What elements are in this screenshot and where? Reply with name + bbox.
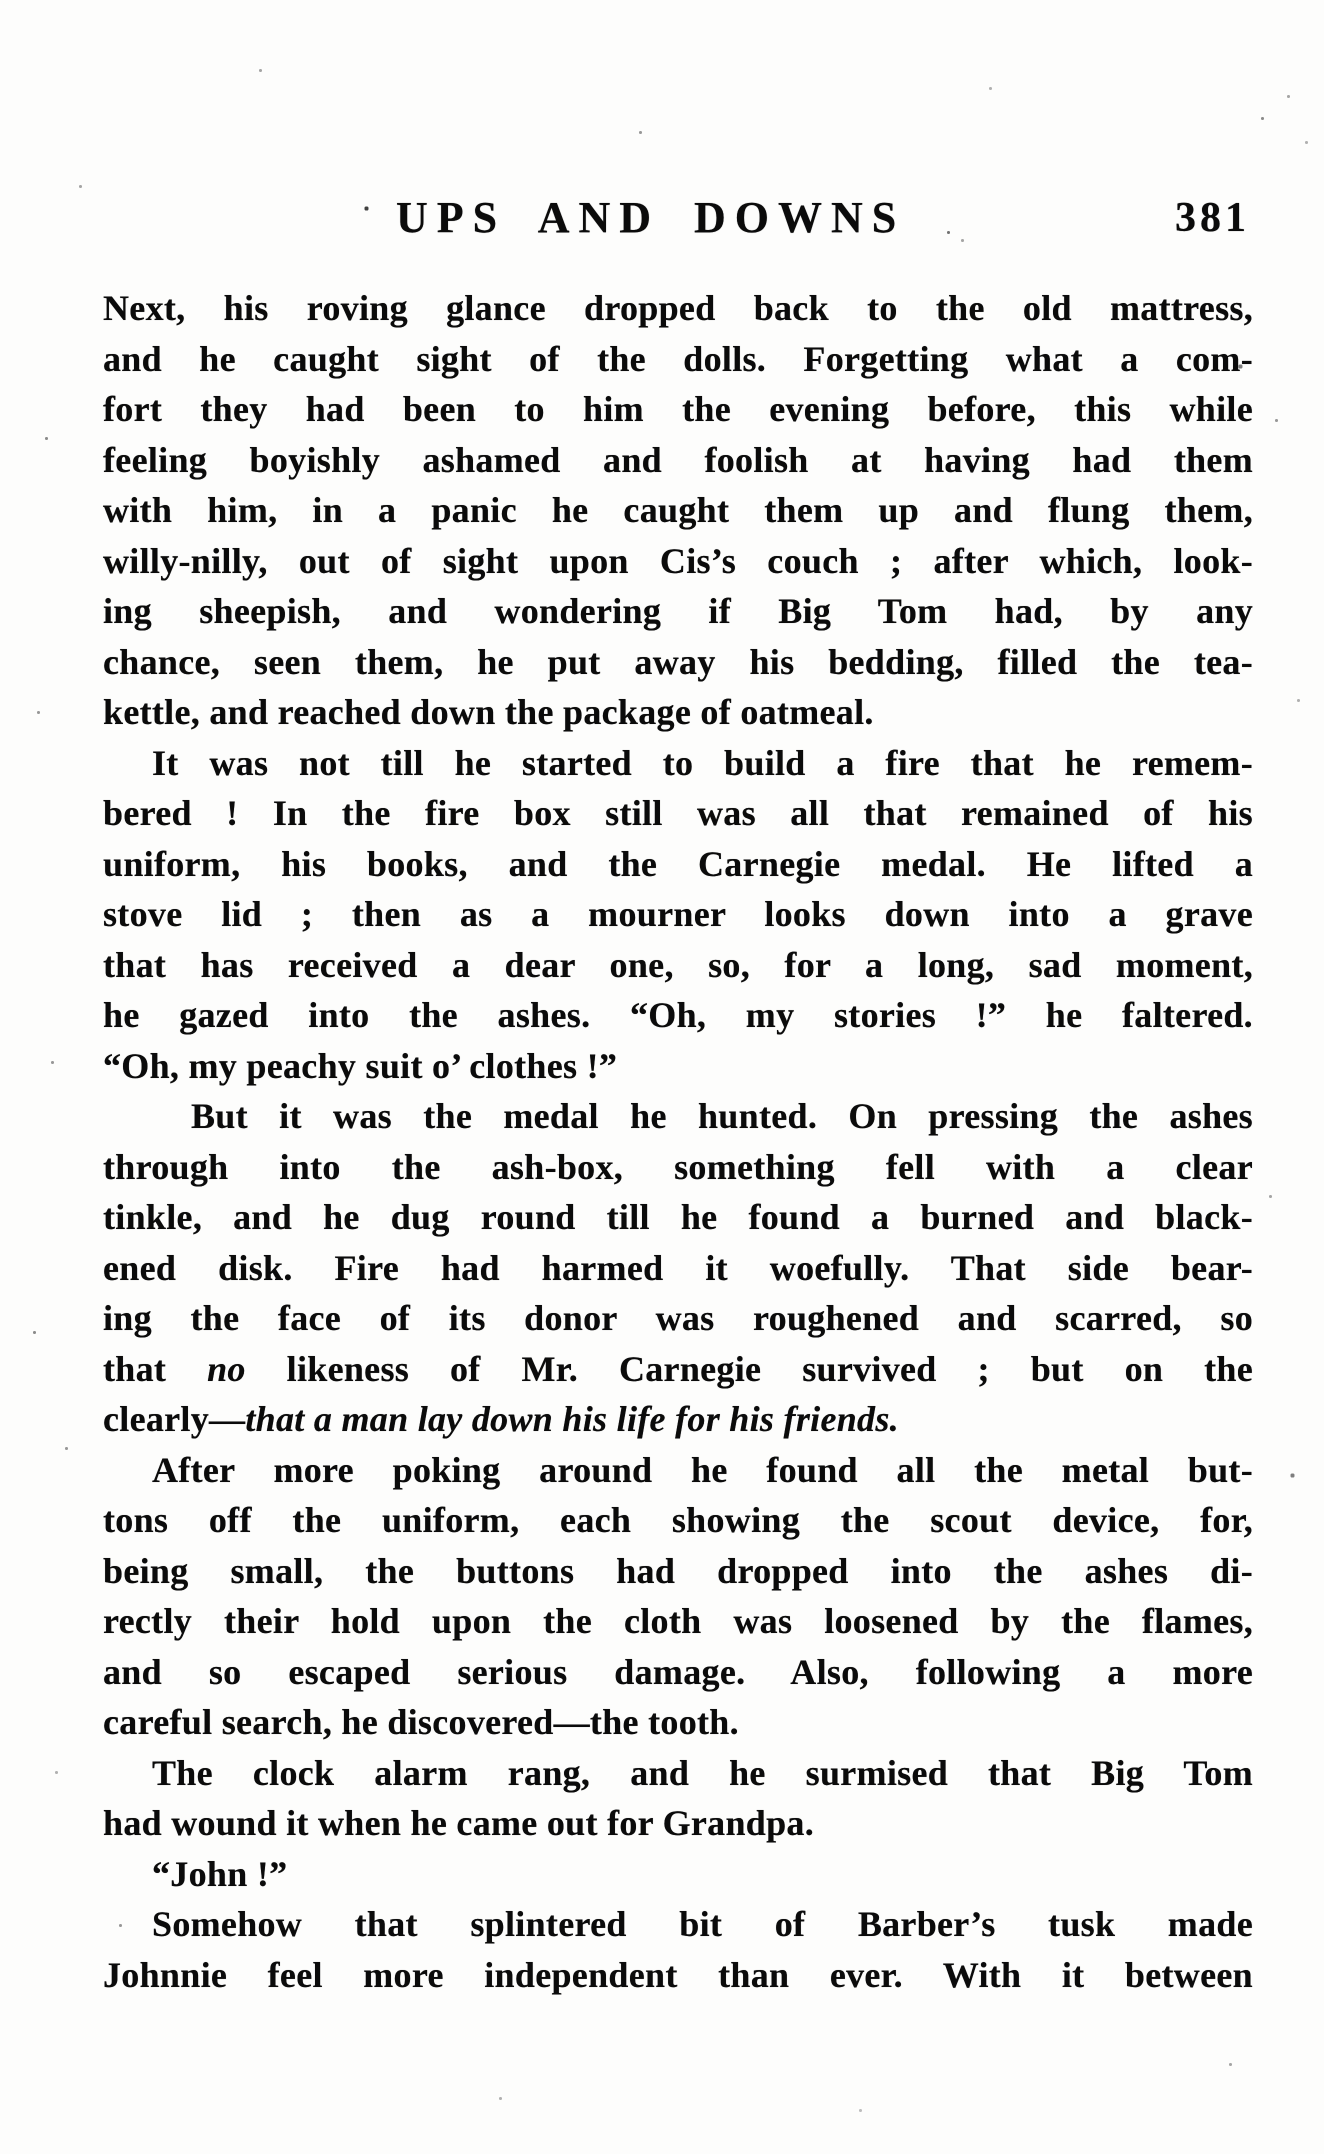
text-line xyxy=(103,1041,1253,1092)
page-number: 381 xyxy=(1175,195,1250,241)
text-line xyxy=(103,485,1253,536)
text-segment: rectly their hold upon the cloth was loosened by the flames, xyxy=(103,1601,1253,1641)
text-line xyxy=(103,1344,1253,1395)
text-line xyxy=(103,1647,1253,1698)
text-line xyxy=(103,1394,1253,1445)
text-segment: had wound it when he came out for Grandpa. xyxy=(103,1803,815,1843)
paragraph xyxy=(103,1091,1253,1445)
text-segment: chance, seen them, he put away his bedding, filled the tea- xyxy=(103,641,1253,682)
text-line xyxy=(103,839,1253,890)
paragraph xyxy=(103,1849,1253,1900)
text-segment: ing sheepish, and wondering if Big Tom had, by any xyxy=(103,591,1253,631)
text-line xyxy=(103,990,1253,1041)
text-line xyxy=(103,1445,1253,1496)
text-segment: ened disk. Fire had harmed it woefully. That side bear- xyxy=(103,1247,1253,1288)
text-segment: After more poking around he found all the metal but- xyxy=(152,1449,1253,1490)
text-segment: clearly— xyxy=(103,1399,246,1439)
text-line xyxy=(103,788,1253,839)
text-line xyxy=(103,586,1253,637)
paragraph xyxy=(103,738,1253,1092)
paragraph xyxy=(103,1445,1253,1748)
text-segment: that xyxy=(103,1348,208,1389)
text-segment: “John !” xyxy=(152,1853,288,1894)
paragraph xyxy=(103,1899,1253,2000)
text-segment: willy-nilly, out of sight upon Cis’s couch ; after which, look- xyxy=(103,540,1253,581)
text-line xyxy=(103,940,1253,991)
text-segment: uniform, his books, and the Carnegie medal. He lifted a xyxy=(103,843,1253,884)
text-segment: “Oh, my peachy suit o’ clothes !” xyxy=(103,1045,618,1086)
text-line xyxy=(103,283,1253,334)
text-line xyxy=(103,1697,1253,1748)
text-line xyxy=(103,1192,1253,1243)
text-line xyxy=(103,1849,1253,1900)
text-segment: It was not till he started to build a fire that he remem- xyxy=(152,742,1253,783)
text-segment: and he caught sight of the dolls. Forgetting what a com- xyxy=(103,338,1253,379)
text-segment: bered ! In the fire box still was all that remained of his xyxy=(103,793,1253,833)
text-line xyxy=(103,334,1253,385)
text-line xyxy=(103,1798,1253,1849)
text-line xyxy=(103,1495,1253,1546)
text-segment: with him, in a panic he caught them up and flung them, xyxy=(103,490,1253,530)
text-line xyxy=(103,1596,1253,1647)
text-line xyxy=(103,687,1253,738)
italic-phrase: that a man lay down his life for his friends. xyxy=(245,1399,899,1439)
text-line xyxy=(103,889,1253,940)
text-segment: stove lid ; then as a mourner looks down into a grave xyxy=(103,894,1253,934)
text-line xyxy=(103,1950,1253,2001)
text-segment: careful search, he discovered—the tooth. xyxy=(103,1702,739,1742)
text-line xyxy=(103,1091,1253,1142)
text-line xyxy=(103,637,1253,688)
running-head-title: UPS AND DOWNS xyxy=(396,193,906,242)
text-segment: fort they had been to him the evening before, this while xyxy=(103,389,1253,429)
text-segment: tons off the uniform, each showing the scout device, for, xyxy=(103,1500,1253,1540)
text-line xyxy=(103,435,1253,486)
text-segment: But it was the medal he hunted. On pressing the ashes xyxy=(191,1096,1253,1136)
italic-phrase: no xyxy=(207,1348,246,1389)
text-segment: feeling boyishly ashamed and foolish at having had them xyxy=(103,439,1253,480)
text-line xyxy=(103,1546,1253,1597)
text-segment: ing the face of its donor was roughened and scarred, so xyxy=(103,1298,1253,1338)
text-segment: Johnnie feel more independent than ever. With it between xyxy=(103,1954,1253,1995)
text-segment: likeness of Mr. Carnegie survived ; but on the xyxy=(245,1348,1253,1389)
paragraph xyxy=(103,1748,1253,1849)
scan-noise-speckles xyxy=(0,0,1,1)
text-line xyxy=(103,1142,1253,1193)
text-segment: he gazed into the ashes. “Oh, my stories !” he faltered. xyxy=(103,995,1253,1035)
text-segment: being small, the buttons had dropped into the ashes di- xyxy=(103,1550,1253,1591)
text-line xyxy=(103,1748,1253,1799)
text-segment: Next, his roving glance dropped back to the old mattress, xyxy=(103,288,1253,328)
text-line xyxy=(103,1293,1253,1344)
text-segment: through into the ash-box, something fell with a clear xyxy=(103,1146,1253,1187)
text-segment: kettle, and reached down the package of oatmeal. xyxy=(103,692,874,732)
paragraph xyxy=(103,283,1253,738)
page-text xyxy=(103,283,1253,2000)
text-line xyxy=(103,384,1253,435)
text-line xyxy=(103,738,1253,789)
text-segment: Somehow that splintered bit of Barber’s tusk made xyxy=(152,1904,1253,1944)
text-line xyxy=(103,1899,1253,1950)
text-segment: The clock alarm rang, and he surmised that Big Tom xyxy=(152,1752,1253,1793)
text-line xyxy=(103,536,1253,587)
text-line xyxy=(103,1243,1253,1294)
text-segment: tinkle, and he dug round till he found a burned and black- xyxy=(103,1197,1253,1237)
text-segment: that has received a dear one, so, for a long, sad moment, xyxy=(103,944,1253,985)
page-header xyxy=(0,186,1324,246)
text-segment: and so escaped serious damage. Also, following a more xyxy=(103,1651,1253,1692)
